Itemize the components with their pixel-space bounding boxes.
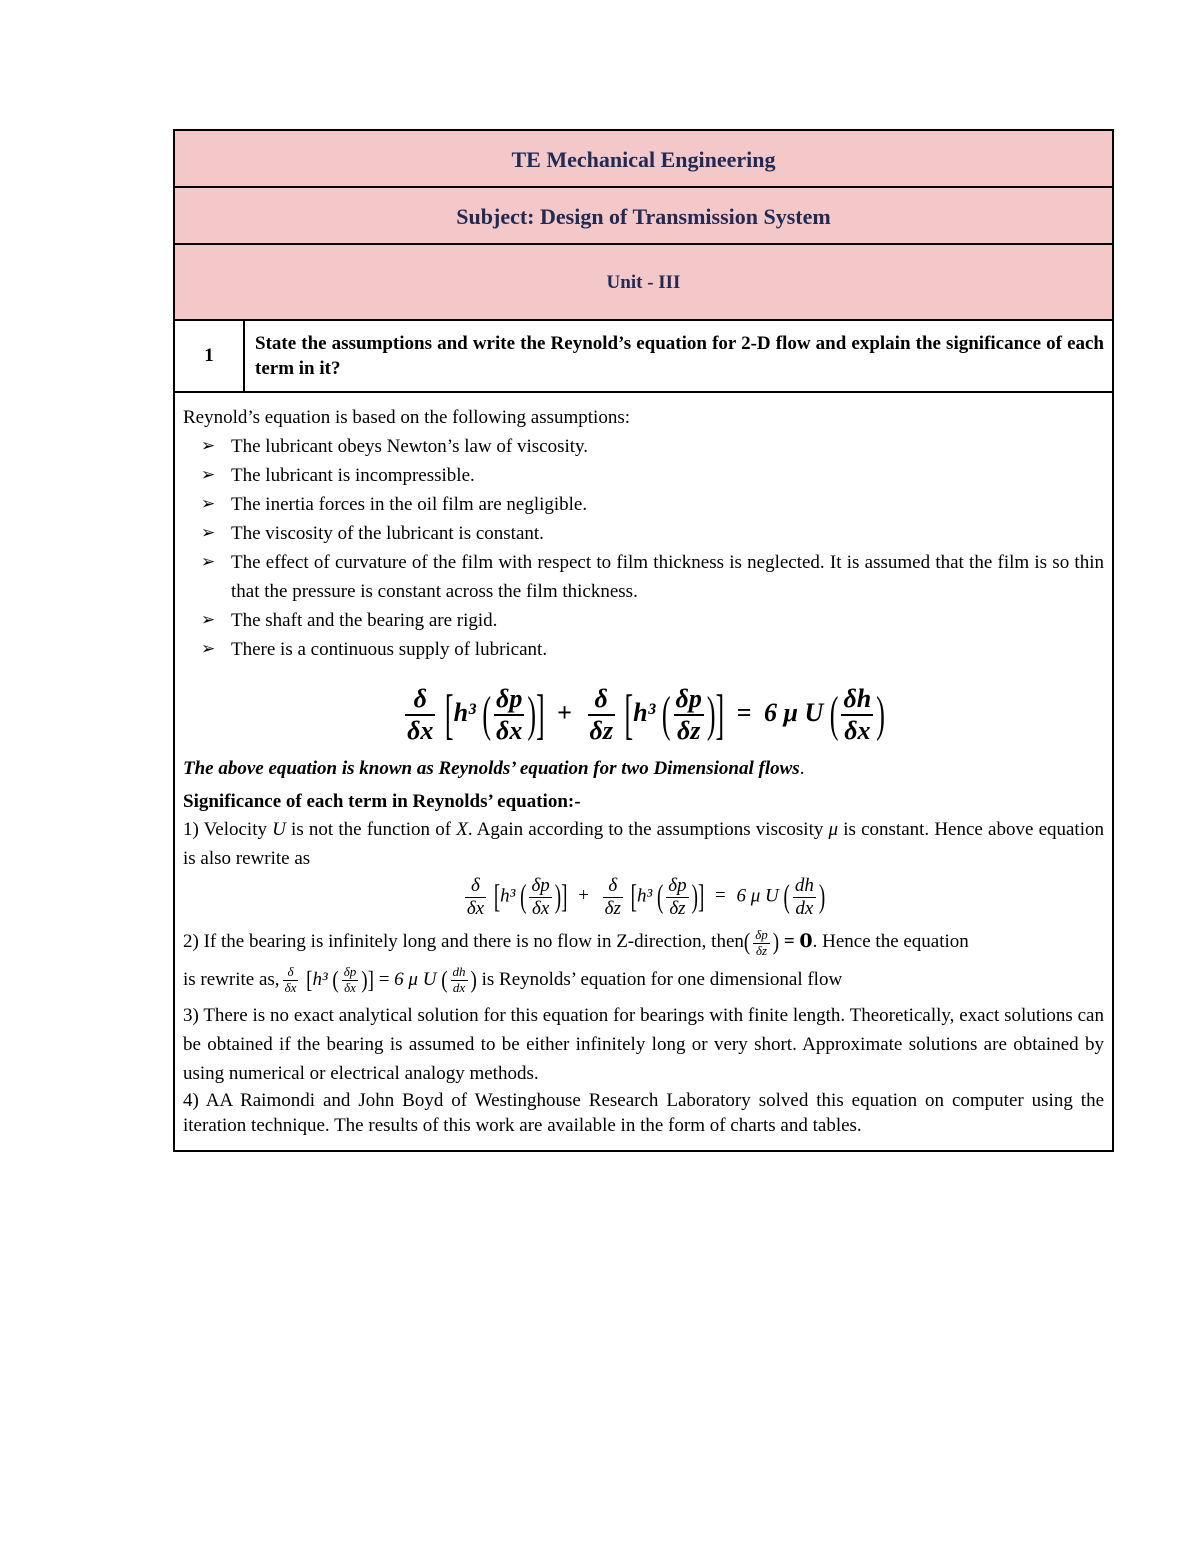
paren-close: ) — [361, 966, 368, 994]
reynolds-equation-2d — [183, 684, 1104, 746]
equation-term: δ — [588, 684, 615, 716]
point-text: is Reynolds’ equation for one dimensional flow — [476, 969, 843, 991]
equation-term: δp — [755, 926, 768, 942]
list-item — [201, 490, 1104, 519]
equation-term: 6 μ U — [764, 697, 824, 727]
math-symbol: X — [456, 818, 468, 840]
list-item — [201, 635, 1104, 664]
equation-term: δp — [668, 874, 687, 896]
question-text: State the assumptions and write the Reynold’s equation for 2-D flow and explain the significance of each term in it? — [255, 333, 1104, 379]
significance-point-2 — [183, 925, 1104, 960]
assumption-text: There is a continuous supply of lubricant. — [231, 639, 548, 660]
equation-term: = 𝟎 — [783, 931, 813, 953]
paren-open: ( — [743, 928, 751, 957]
paren-close: ) — [876, 687, 885, 743]
arrow-bullet-icon: ➢ — [201, 494, 216, 514]
bracket-open: [ — [306, 966, 313, 994]
paren-open: ( — [661, 687, 671, 743]
equation-term: δx — [466, 897, 485, 919]
equation-term: h³ — [636, 885, 653, 907]
paren-close: ) — [527, 687, 536, 743]
arrow-bullet-icon: ➢ — [201, 610, 216, 630]
point-text: . Hence the equation — [812, 931, 969, 953]
equation-term: h³ — [453, 697, 476, 727]
significance-point-2-cont — [183, 960, 1104, 1001]
assumption-text: The inertia forces in the oil film are negligible. — [231, 494, 588, 515]
point-text: . Again according to the assumptions viscosity — [467, 818, 829, 840]
significance-heading: Significance of each term in Reynolds’ equation:- — [183, 790, 581, 812]
paren-close: ) — [691, 879, 698, 915]
equation-term: δp — [531, 874, 550, 896]
significance-point-1 — [183, 815, 1104, 873]
equation-term: δx — [531, 897, 550, 919]
equation-operator: = — [378, 969, 390, 991]
paren-open: ( — [829, 687, 839, 743]
question-number: 1 — [175, 321, 245, 391]
list-item — [201, 519, 1104, 548]
course-title: TE Mechanical Engineering — [175, 131, 1112, 188]
point-text: 2) If the bearing is infinitely long and there is no flow in Z-direction, then — [183, 931, 744, 953]
equation-operator: = — [715, 885, 726, 907]
unit-title: Unit - III — [175, 245, 1112, 321]
subject-title: Subject: Design of Transmission System — [175, 188, 1112, 245]
paren-close: ) — [706, 687, 716, 743]
equation-fraction — [451, 965, 468, 996]
equation-fraction — [666, 875, 688, 920]
paren-close: ) — [772, 928, 780, 957]
equation-term: dx — [795, 897, 814, 919]
reynolds-equation-rewrite — [183, 875, 1104, 920]
equation-term: δx — [284, 980, 297, 996]
assumption-list — [183, 432, 1104, 664]
equation-term: δz — [589, 715, 613, 745]
significance-point-4: 4) AA Raimondi and John Boyd of Westinghouse Research Laboratory solved this equation on computer using the iteration technique. The results of this work are available in the form of charts and tables. — [183, 1089, 1104, 1136]
equation-term: δx — [496, 715, 523, 745]
assumption-text: The lubricant is incompressible. — [231, 465, 475, 486]
arrow-bullet-icon: ➢ — [201, 465, 216, 485]
equation-term: δz — [669, 897, 686, 919]
bracket-open: [ — [624, 684, 634, 746]
equation-fraction — [529, 875, 551, 920]
equation-fraction — [342, 965, 359, 996]
question-row — [175, 321, 1112, 393]
equation-term: δ — [283, 965, 299, 981]
equation-term: δp — [674, 684, 704, 716]
paren-open: ( — [783, 879, 790, 915]
bracket-open: [ — [444, 684, 454, 746]
equation-term: δh — [841, 684, 873, 716]
equation-term: h³ — [312, 969, 328, 991]
list-item — [201, 461, 1104, 490]
equation-term: h³ — [633, 697, 656, 727]
arrow-bullet-icon: ➢ — [201, 639, 216, 659]
equation-operator: + — [578, 885, 589, 907]
equation-term: δ — [465, 875, 486, 898]
assumption-text: The effect of curvature of the film with respect to film thickness is neglected. It is assumed that the film is so thin that the pressure is constant across the film thickness. — [231, 552, 1104, 602]
paren-open: ( — [656, 879, 664, 915]
equation-note-text: The above equation is known as Reynolds’ equation for two Dimensional flows — [183, 757, 800, 779]
equation-fraction — [588, 684, 615, 746]
equation-term: δp — [494, 684, 524, 716]
equation-note — [183, 754, 1104, 783]
paren-close: ) — [818, 879, 826, 915]
equation-fraction — [793, 875, 816, 920]
equation-term: δ — [405, 684, 435, 716]
equation-operator: + — [557, 697, 572, 727]
equation-term: h³ — [500, 885, 516, 907]
equation-fraction — [841, 684, 873, 746]
equation-fraction — [603, 875, 623, 920]
list-item — [201, 606, 1104, 635]
equation-operator: = — [736, 697, 752, 727]
equation-term: δ — [603, 875, 623, 898]
list-item — [201, 548, 1104, 606]
paren-open: ( — [332, 966, 339, 994]
equation-fraction — [283, 965, 299, 996]
arrow-bullet-icon: ➢ — [201, 552, 216, 572]
math-symbol: μ — [828, 818, 839, 840]
equation-term: 6 μ U — [394, 969, 437, 991]
paren-open: ( — [520, 879, 527, 915]
assumption-text: The viscosity of the lubricant is constant. — [231, 523, 544, 544]
point-text: is not the function of — [285, 818, 457, 840]
equation-fraction — [405, 684, 435, 746]
assumption-text: The shaft and the bearing are rigid. — [231, 610, 498, 631]
list-item — [201, 432, 1104, 461]
equation-term: dh — [452, 964, 466, 980]
inline-equation — [280, 964, 477, 996]
equation-term: dh — [794, 874, 814, 896]
bracket-close: ] — [367, 966, 374, 994]
bracket-open: [ — [493, 879, 501, 915]
point-text: is rewrite as, — [183, 969, 280, 991]
bracket-close: ] — [715, 684, 725, 746]
bracket-close: ] — [697, 879, 705, 915]
bracket-open: [ — [630, 879, 637, 915]
equation-term: 6 μ U — [736, 885, 779, 907]
bracket-close: ] — [561, 879, 568, 915]
question-sheet — [173, 129, 1114, 1152]
paren-close: ) — [554, 879, 562, 915]
equation-term: δz — [604, 897, 621, 919]
point-text: 1) Velocity — [183, 818, 273, 840]
answer-body — [175, 393, 1112, 1150]
assumptions-intro: Reynold’s equation is based on the following assumptions: — [183, 407, 630, 428]
paren-close: ) — [470, 966, 477, 994]
assumption-text: The lubricant obeys Newton’s law of viscosity. — [231, 436, 589, 457]
math-symbol: U — [272, 818, 286, 840]
equation-fraction — [753, 928, 770, 959]
equation-term: δx — [407, 715, 434, 745]
equation-fraction — [465, 875, 486, 920]
equation-term: δz — [676, 715, 701, 745]
equation-term: δz — [755, 942, 768, 958]
equation-term: δp — [343, 964, 357, 980]
equation-term: δx — [344, 980, 356, 996]
equation-fraction — [674, 684, 704, 746]
equation-fraction — [494, 684, 524, 746]
paren-open: ( — [482, 687, 491, 743]
equation-term: dx — [452, 980, 466, 996]
paren-open: ( — [441, 966, 448, 994]
arrow-bullet-icon: ➢ — [201, 523, 216, 543]
arrow-bullet-icon: ➢ — [201, 436, 216, 456]
equation-term: δx — [844, 715, 871, 745]
point-text: is constant. Hence above equation is also rewrite as — [183, 818, 1104, 869]
bracket-close: ] — [536, 684, 545, 746]
significance-point-3: 3) There is no exact analytical solution for this equation for bearings with finite length. Theoretically, exact solutions can be obtained if the bearing is assumed to be either infinitely long or very short. Approximate solutions are obtained by using numerical or electrical analogy methods. — [183, 1004, 1104, 1084]
inline-equation — [743, 926, 813, 958]
equation-note-period: . — [799, 757, 805, 779]
